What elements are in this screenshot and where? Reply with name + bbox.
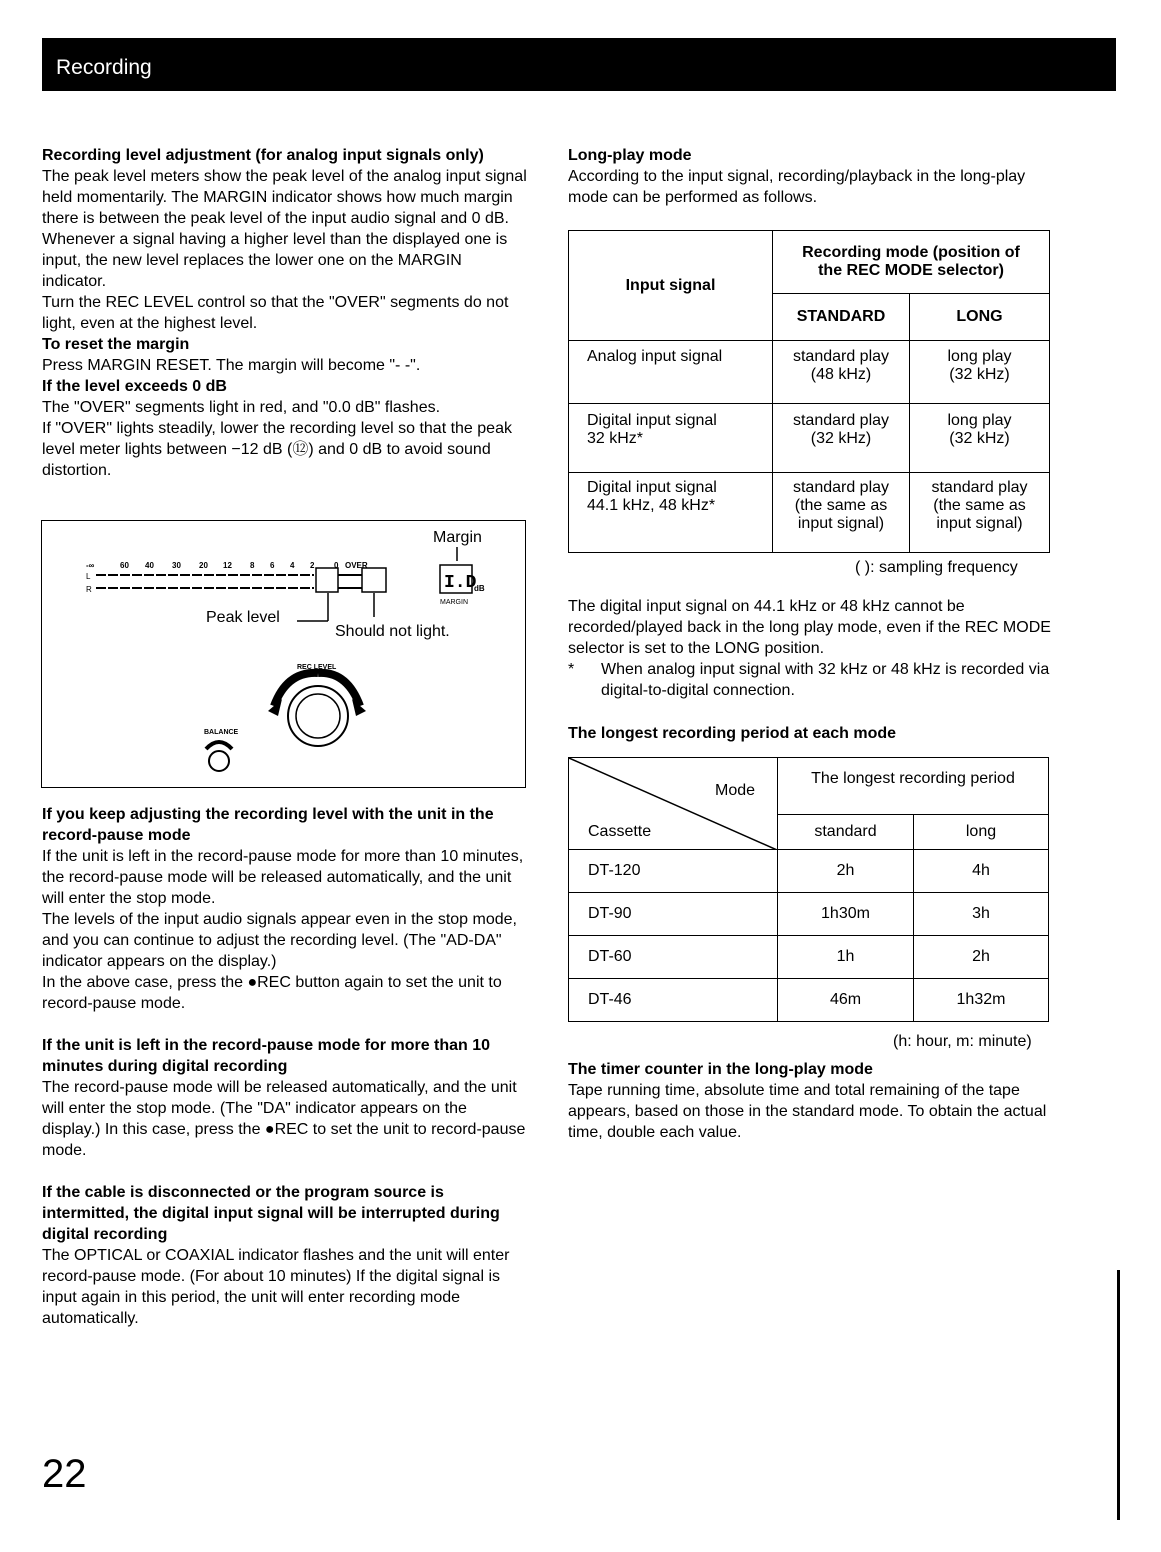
cell-standard: 1h30m <box>778 893 914 936</box>
cell-standard: 46m <box>778 979 914 1022</box>
cell-text: standard play <box>931 479 1028 496</box>
margin-small-label: MARGIN <box>440 599 468 606</box>
rec-level-label: REC LEVEL <box>297 664 337 671</box>
margin-display-value: I.D <box>444 573 477 593</box>
scale-label: 60 <box>120 561 129 570</box>
scale-label: 2 <box>310 561 315 570</box>
table-row <box>569 404 1050 473</box>
scale-label: 40 <box>145 561 154 570</box>
table-corner-cell <box>569 758 778 850</box>
table-note-units: (h: hour, m: minute) <box>893 1033 1032 1050</box>
cell-text: Digital input signal <box>587 412 717 429</box>
cell-cassette: DT-120 <box>569 850 778 893</box>
cell-text: (32 kHz) <box>949 366 1010 383</box>
zero-db-segment <box>316 568 338 592</box>
table-header-standard: STANDARD <box>773 294 910 341</box>
cell-text: standard play <box>792 348 890 365</box>
section-body: Tape running time, absolute time and total remaining of the tape appears, based on those in the standard mode. To obtain the actual time, double each value. <box>568 1082 1047 1141</box>
page-header-banner <box>42 38 1116 91</box>
left-column-top <box>42 145 527 481</box>
table-row <box>569 850 1049 893</box>
page-number: 22 <box>42 1452 87 1496</box>
cell-text: 32 kHz* <box>587 430 644 447</box>
section-title-long-play: Long-play mode <box>568 147 692 164</box>
right-column-middle <box>568 596 1053 701</box>
cell-long: 4h <box>914 850 1049 893</box>
right-column-bottom <box>568 1059 1053 1143</box>
over-segment <box>362 568 386 592</box>
rec-level-knob <box>288 686 348 746</box>
cell-text: Analog input signal <box>587 348 723 365</box>
scale-label: OVER <box>345 561 368 570</box>
section-title-timer-counter: The timer counter in the long-play mode <box>568 1061 873 1078</box>
channel-r-label: R <box>86 585 92 594</box>
section-body: The digital input signal on 44.1 kHz or 48 kHz cannot be recorded/played back in the long play mode, even if the REC MODE selector is set to the LONG position. <box>568 598 1051 657</box>
cell-long: 3h <box>914 893 1049 936</box>
page-edge-line <box>1117 1270 1120 1520</box>
scale-label: 4 <box>290 561 295 570</box>
section-body: If "OVER" lights steadily, lower the recording level so that the peak level meter lights between −12 dB (⑫) and 0 dB to avoid sound distortion. <box>42 420 512 479</box>
cell-text: standard play <box>792 412 890 429</box>
section-body: According to the input signal, recording/playback in the long-play mode can be performed as follows. <box>568 168 1026 206</box>
cell-long: 1h32m <box>914 979 1049 1022</box>
table-header-standard: standard <box>778 815 914 850</box>
section-title-level-adjustment: Recording level adjustment (for analog input signals only) <box>42 147 484 164</box>
cell-text: (the same as <box>794 497 888 514</box>
cell-text: long play <box>947 412 1012 429</box>
section-body: The "OVER" segments light in red, and "0.0 dB" flashes. <box>42 399 441 416</box>
table-header-long: long <box>914 815 1049 850</box>
scale-label: 8 <box>250 561 255 570</box>
section-body: The record-pause mode will be released automatically, and the unit will enter the stop mode. (The "DA" indicator appears on the display.) In this case, press the ●REC to set the unit to record-pause mode. <box>42 1079 526 1159</box>
cell-cassette: DT-46 <box>569 979 778 1022</box>
peak-level-label: Peak level <box>206 609 280 626</box>
asterisk-note: When analog input signal with 32 kHz or 48 kHz is recorded via digital-to-digital connection. <box>601 661 1050 699</box>
section-body: The peak level meters show the peak level of the analog input signal held momentarily. The MARGIN indicator shows how much margin there is between the peak level of the input audio signal and 0 dB. Whenever a signal having a higher level than the displayed one is input, the new level replaces the lower one on the MARGIN indicator. <box>42 168 527 290</box>
page-header-title: Recording <box>56 56 152 79</box>
cell-standard: 1h <box>778 936 914 979</box>
section-title-longest-period: The longest recording period at each mode <box>568 725 897 742</box>
should-not-light-label: Should not light. <box>335 623 450 640</box>
corner-mode-label: Mode <box>715 782 756 799</box>
balance-label: BALANCE <box>204 729 239 736</box>
table-header-recording-mode: Recording mode (position of the REC MODE selector) <box>773 231 1050 294</box>
table-row <box>569 979 1049 1022</box>
cell-text: Digital input signal <box>587 479 717 496</box>
level-meter-figure <box>41 520 526 788</box>
section-body: Press MARGIN RESET. The margin will become "- -". <box>42 357 421 374</box>
cell-text: (32 kHz) <box>949 430 1010 447</box>
table-header-period: The longest recording period <box>778 758 1049 815</box>
scale-label: 20 <box>199 561 208 570</box>
table-row <box>569 893 1049 936</box>
cell-text: (the same as <box>933 497 1026 514</box>
cell-text: input signal) <box>936 515 1023 532</box>
cell-text: input signal) <box>797 515 885 532</box>
cell-long: 2h <box>914 936 1049 979</box>
section-body: The OPTICAL or COAXIAL indicator flashes and the unit will enter record-pause mode. (For about 10 minutes) If the digital signal is input again in this period, the unit will enter recording mode automatically. <box>42 1247 510 1327</box>
long-play-mode-table <box>568 230 1050 553</box>
cell-cassette: DT-60 <box>569 936 778 979</box>
longest-period-table <box>568 757 1049 1022</box>
asterisk-mark: * <box>568 661 575 678</box>
section-title-digital-pause: If the unit is left in the record-pause mode for more than 10 minutes during digital recording <box>42 1037 491 1075</box>
table-row <box>569 341 1050 404</box>
left-column-bottom <box>42 804 527 1329</box>
table-header-long: LONG <box>910 294 1050 341</box>
cell-text: 44.1 kHz, 48 kHz* <box>587 497 716 514</box>
section-title-record-pause: If you keep adjusting the recording level with the unit in the record-pause mode <box>42 806 494 844</box>
margin-label: Margin <box>433 529 482 546</box>
balance-knob <box>209 751 229 771</box>
section-body: Turn the REC LEVEL control so that the "OVER" segments do not light, even at the highest level. <box>42 294 509 332</box>
cell-text: (32 kHz) <box>810 430 872 447</box>
level-meter-drawing <box>42 521 527 789</box>
cell-standard: 2h <box>778 850 914 893</box>
scale-label: 6 <box>270 561 275 570</box>
cell-text: long play <box>947 348 1012 365</box>
table-note-sampling: ( ): sampling frequency <box>855 559 1018 576</box>
cell-cassette: DT-90 <box>569 893 778 936</box>
scale-label: 30 <box>172 561 181 570</box>
scale-label: 0 <box>334 561 339 570</box>
db-label: dB <box>474 584 485 593</box>
right-column-top <box>568 145 1053 208</box>
corner-cassette-label: Cassette <box>588 823 652 840</box>
channel-l-label: L <box>86 572 91 581</box>
table-row <box>569 936 1049 979</box>
section-body: In the above case, press the ●REC button again to set the unit to record-pause mode. <box>42 974 502 1012</box>
scale-label: 12 <box>223 561 232 570</box>
section-title-cable-disconnected: If the cable is disconnected or the program source is intermitted, the digital input signal will be interrupted during digital recording <box>42 1184 500 1243</box>
cell-text: (48 kHz) <box>810 366 872 383</box>
subheading-level-exceeds: If the level exceeds 0 dB <box>42 378 227 395</box>
subheading-reset-margin: To reset the margin <box>42 336 190 353</box>
section-body: If the unit is left in the record-pause mode for more than 10 minutes, the record-pause mode will be released automatically, and the unit will enter the stop mode. <box>42 848 524 907</box>
cell-text: standard play <box>792 479 890 496</box>
scale-label: -∞ <box>86 561 95 570</box>
table-header-input: Input signal <box>569 231 773 341</box>
table-row <box>569 473 1050 553</box>
section-body: The levels of the input audio signals appear even in the stop mode, and you can continue to adjust the recording level. (The "AD-DA" indicator appears on the display.) <box>42 911 517 970</box>
